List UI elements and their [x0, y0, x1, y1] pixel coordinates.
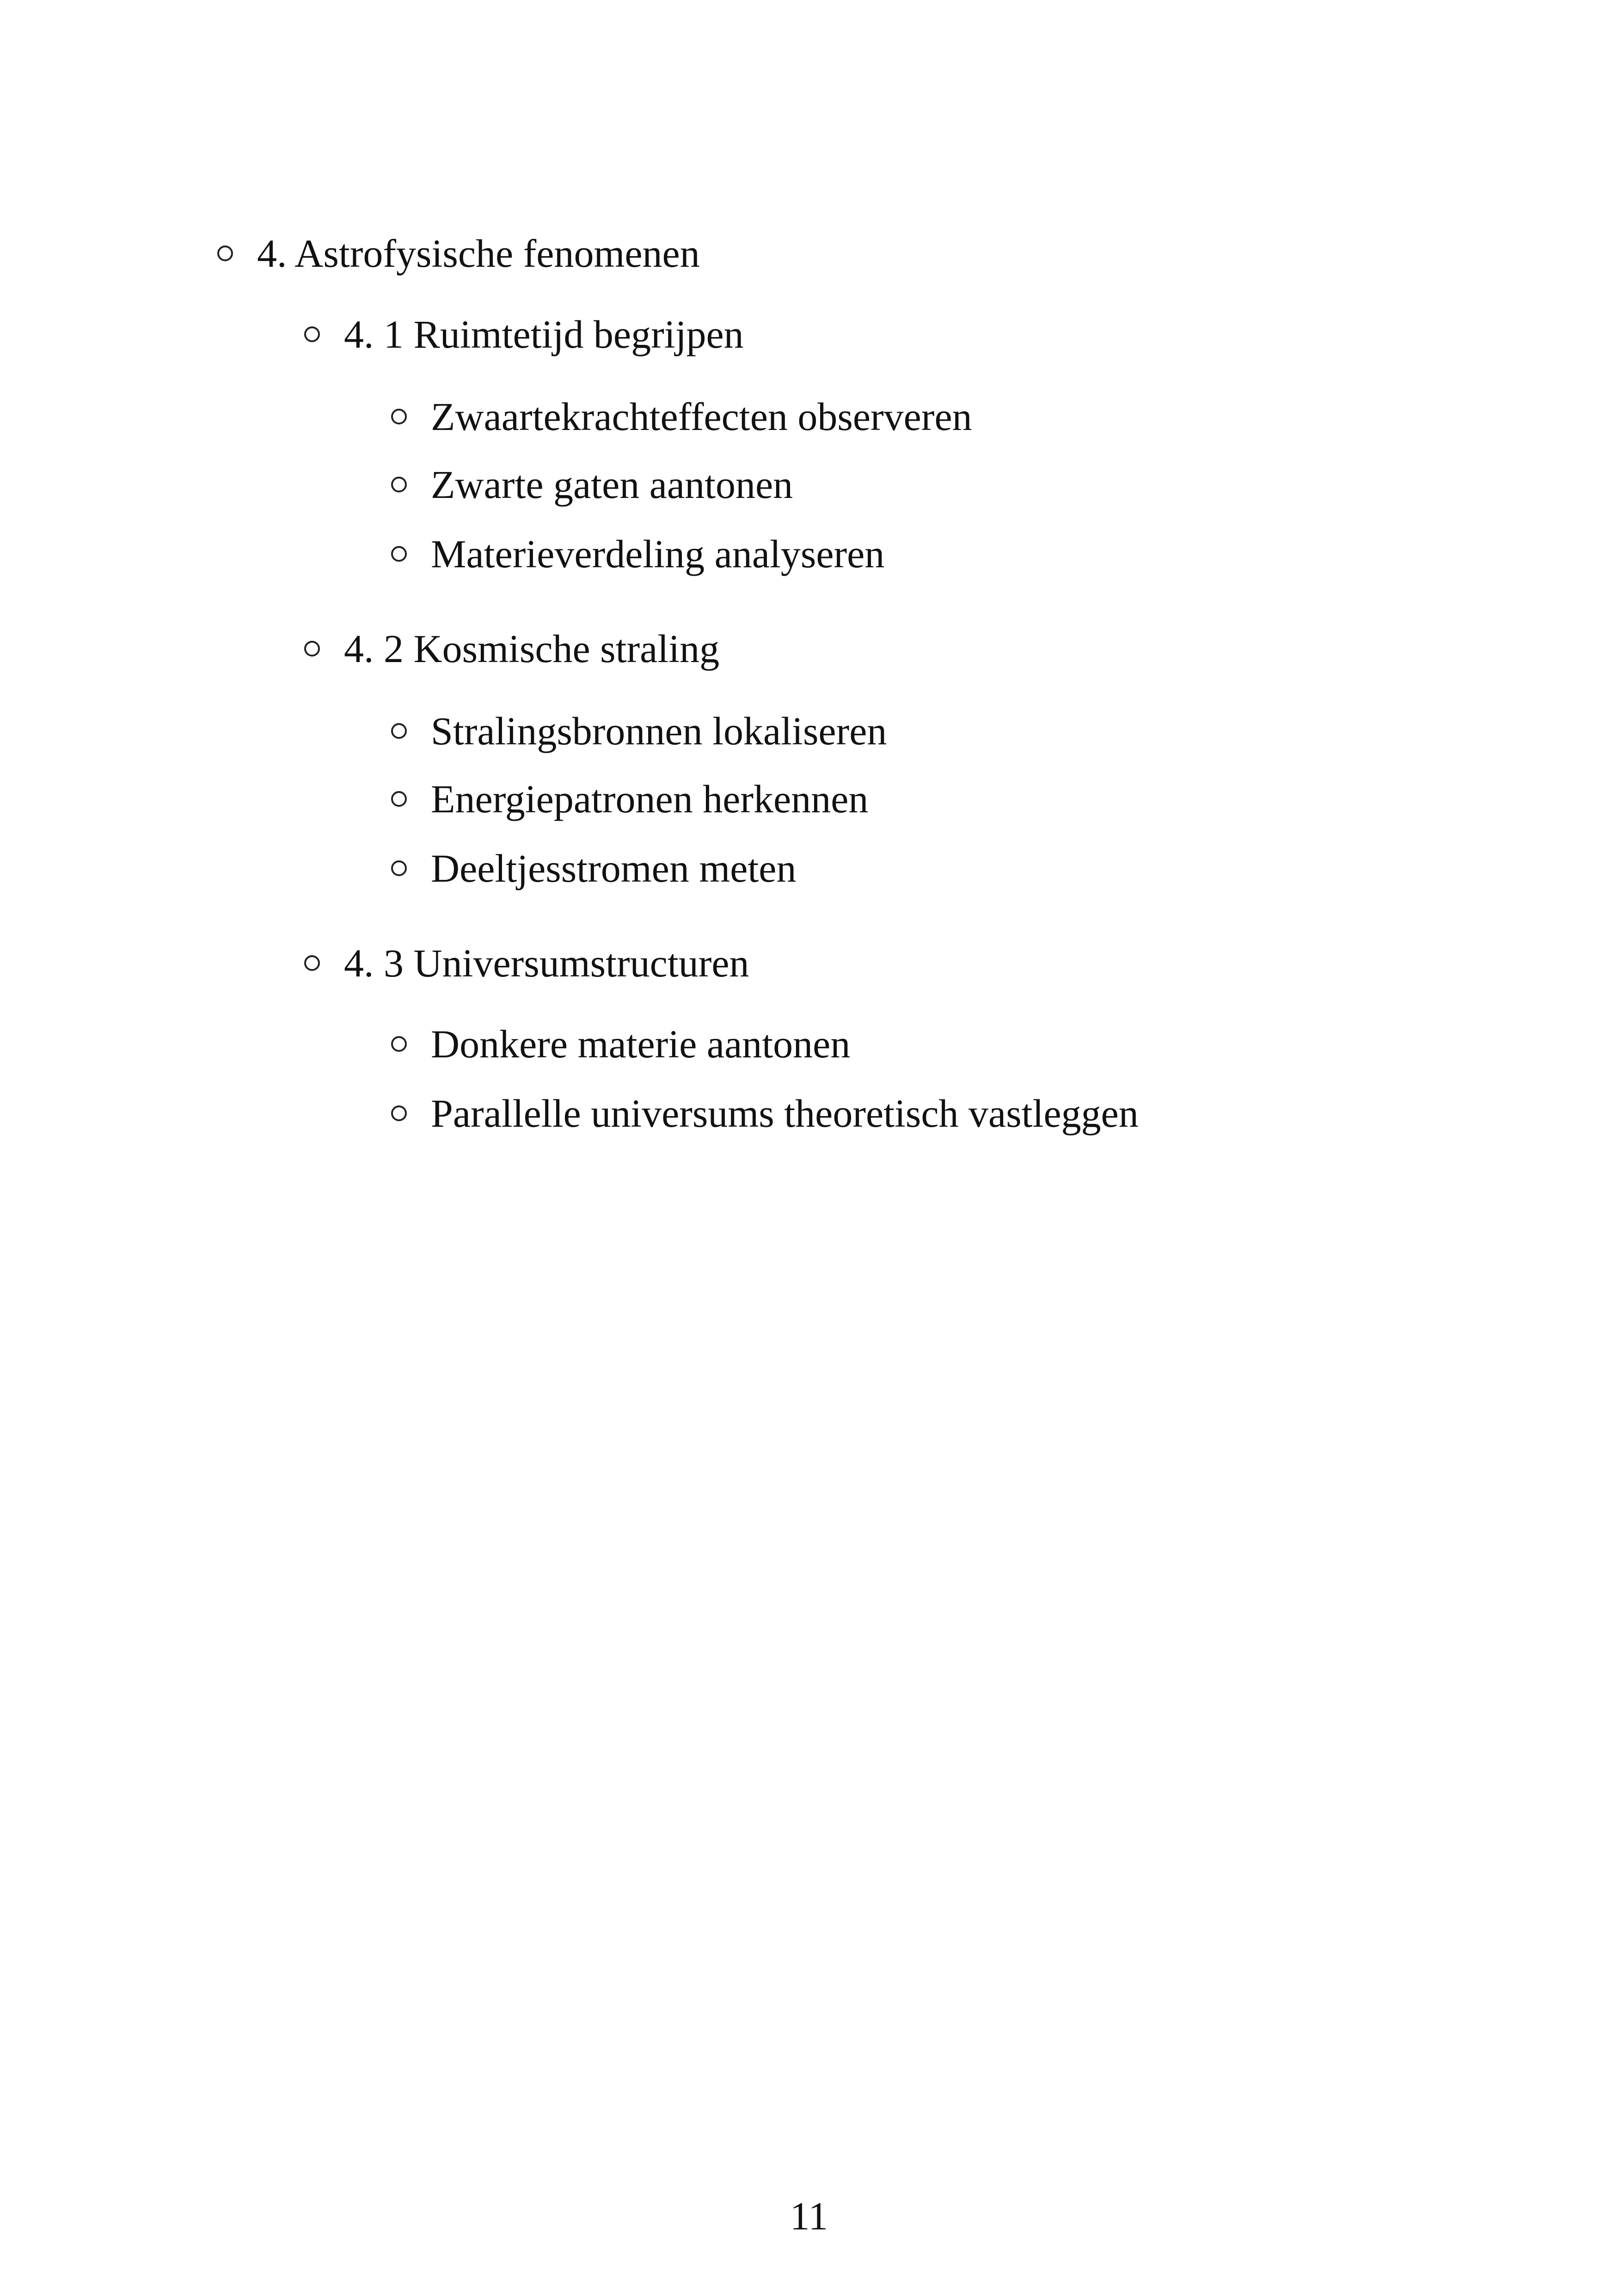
list-item — [391, 1091, 1139, 1136]
circle-bullet-icon — [304, 955, 320, 971]
list-item-text: Materieverdeling analyseren — [431, 532, 885, 576]
subsection-4-2 — [304, 626, 720, 671]
circle-bullet-icon — [391, 1036, 407, 1052]
circle-bullet-icon — [304, 326, 320, 342]
list-item-text: Donkere materie aantonen — [431, 1022, 851, 1066]
subsection-4-3 — [304, 943, 749, 983]
list-item — [391, 534, 884, 574]
subsection-4-1 — [304, 314, 744, 354]
list-item — [391, 779, 868, 819]
page-number: 11 — [790, 2194, 828, 2238]
subsection-title: 4. 1 Ruimtetijd begrijpen — [344, 312, 744, 356]
circle-bullet-icon — [391, 477, 407, 492]
circle-bullet-icon — [391, 1105, 407, 1121]
circle-bullet-icon — [304, 641, 320, 657]
list-item — [391, 462, 793, 507]
circle-bullet-icon — [391, 723, 407, 739]
circle-bullet-icon — [391, 791, 407, 807]
list-item-text: Deeltjesstromen meten — [431, 846, 797, 890]
circle-bullet-icon — [217, 246, 233, 261]
list-item — [391, 394, 972, 439]
list-item — [391, 711, 887, 751]
list-item-text: Stralingsbronnen lokaliseren — [431, 709, 887, 753]
list-item — [391, 1024, 850, 1064]
circle-bullet-icon — [391, 860, 407, 876]
subsection-title: 4. 2 Kosmische straling — [344, 626, 720, 671]
circle-bullet-icon — [391, 546, 407, 562]
subsection-title: 4. 3 Universumstructuren — [344, 941, 749, 985]
section-title: 4. Astrofysische fenomenen — [257, 231, 700, 276]
circle-bullet-icon — [391, 409, 407, 424]
list-item-text: Zwaartekrachteffecten observeren — [431, 394, 972, 439]
list-item-text: Parallelle universums theoretisch vastleggen — [431, 1091, 1139, 1136]
list-item — [391, 848, 796, 888]
section-4 — [217, 231, 700, 276]
list-item-text: Zwarte gaten aantonen — [431, 462, 793, 507]
list-item-text: Energiepatronen herkennen — [431, 777, 869, 821]
